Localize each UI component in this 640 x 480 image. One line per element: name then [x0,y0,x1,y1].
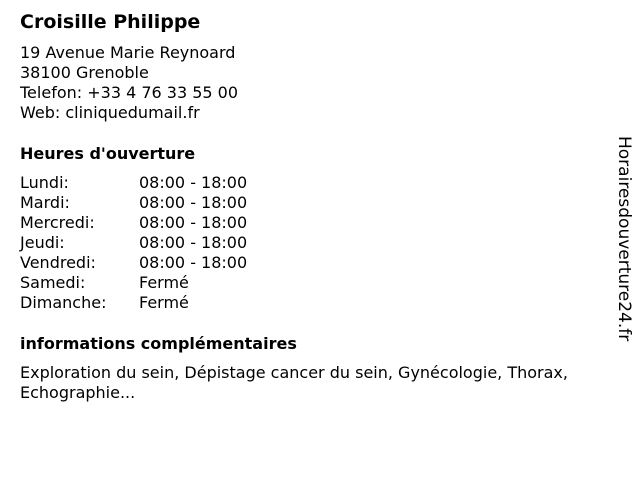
additional-info-heading: informations complémentaires [20,334,297,353]
business-card [20,9,620,403]
opening-hours-heading: Heures d'ouverture [20,144,196,163]
hours-day: Jeudi: [20,233,65,252]
hours-row-wednesday [20,213,620,233]
hours-time: 08:00 - 18:00 [139,213,248,232]
hours-time: 08:00 - 18:00 [139,233,248,252]
hours-day: Vendredi: [20,253,96,272]
hours-row-tuesday [20,193,620,213]
address-line-city: 38100 Grenoble [20,63,149,82]
hours-row-sunday [20,293,620,313]
additional-info-text: Exploration du sein, Dépistage cancer du sein, Gynécologie, Thorax, Echographie... [20,363,568,402]
hours-row-monday [20,173,620,193]
website-link[interactable]: Web: cliniquedumail.fr [20,103,200,122]
hours-time: Fermé [139,293,189,312]
opening-hours-table [20,173,620,313]
hours-time: 08:00 - 18:00 [139,173,248,192]
hours-day: Lundi: [20,173,69,192]
address-line-street: 19 Avenue Marie Reynoard [20,43,236,62]
hours-day: Mercredi: [20,213,95,232]
hours-time: 08:00 - 18:00 [139,253,248,272]
hours-day: Mardi: [20,193,70,212]
hours-row-thursday [20,233,620,253]
business-name: Croisille Philippe [20,11,201,33]
hours-time: 08:00 - 18:00 [139,193,248,212]
hours-time: Fermé [139,273,189,292]
hours-row-friday [20,253,620,273]
site-watermark: Horairesdouverture24.fr [614,136,634,342]
hours-day: Dimanche: [20,293,107,312]
hours-row-saturday [20,273,620,293]
phone-number: Telefon: +33 4 76 33 55 00 [20,83,239,102]
hours-day: Samedi: [20,273,86,292]
